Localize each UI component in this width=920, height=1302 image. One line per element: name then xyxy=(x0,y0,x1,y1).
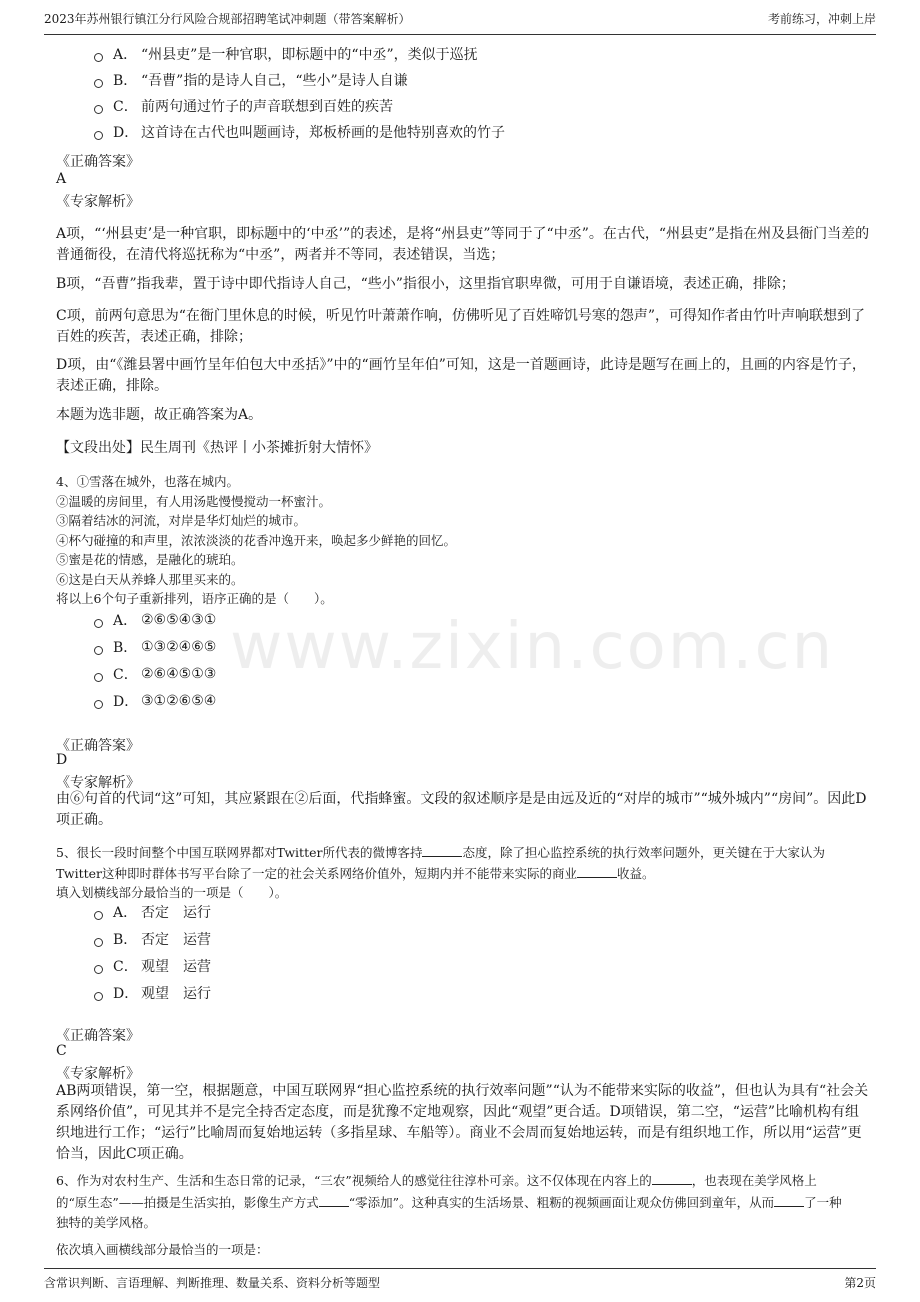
radio-icon[interactable] xyxy=(94,673,103,682)
q5-option-c[interactable]: C． 观望 运营 xyxy=(94,956,211,976)
radio-icon[interactable] xyxy=(94,131,103,140)
q5-option-a[interactable]: A． 否定 运行 xyxy=(94,902,211,922)
q4-option-c[interactable]: C． ②⑥④⑤①③ xyxy=(94,664,216,684)
q4-option-a[interactable]: A． ②⑥⑤④③① xyxy=(94,610,216,630)
q3-option-c[interactable]: C． 前两句通过竹子的声音联想到百姓的疾苦 xyxy=(94,96,393,116)
blank-1[interactable] xyxy=(422,842,462,857)
radio-icon[interactable] xyxy=(94,911,103,920)
q6-stem: 6、作为对农村生产、生活和生态日常的记录，“三农”视频给人的感觉往往淳朴可亲。这不仅体现在内容上的 ，也表现在美学风格上 的“原生态”——拍摄是生活实拍，影像生产方式 “零添加”。这种真实的生活场景、粗粝的视频画面让观众仿佛回到童年，从而 了一种 独特的美学风格。 xyxy=(56,1170,872,1234)
q3-analysis-c: C项，前两句意思为“在衙门里休息的时候，听见竹叶萧萧作响，仿佛听见了百姓啼饥号寒的怨声”，可得知作者由竹叶声响联想到了百姓的疾苦，表述正确，排除； xyxy=(56,308,866,345)
radio-icon[interactable] xyxy=(94,105,103,114)
page-footer xyxy=(44,1268,876,1291)
q3-answer: A xyxy=(56,171,67,187)
q5-answer-label: 《正确答案》 xyxy=(56,1028,140,1044)
q5-answer: C xyxy=(56,1043,67,1059)
q4-answer-label: 《正确答案》 xyxy=(56,738,140,754)
radio-icon[interactable] xyxy=(94,700,103,709)
q3-analysis-a: A项，“‘州县吏’是一种官职，即标题中的‘中丞’”的表述，是将“州县吏”等同于了“中丞”。在古代，“州县吏”是指在州及县衙门当差的普通衙役，在清代将巡抚称为“中丞”，两者并不等同，表述错误，当选； xyxy=(56,226,870,263)
header-slogan: 考前练习，冲刺上岸 xyxy=(767,12,876,26)
radio-icon[interactable] xyxy=(94,619,103,628)
q6-prompt: 依次填入画横线部分最恰当的一项是： xyxy=(56,1242,269,1257)
page-number: 第2页 xyxy=(844,1276,876,1290)
radio-icon[interactable] xyxy=(94,646,103,655)
q3-analysis-d: D项，由“《潍县署中画竹呈年伯包大中丞括》”中的“画竹呈年伯”可知，这是一首题画诗，此诗是题写在画上的，且画的内容是竹子，表述正确，排除。 xyxy=(56,357,866,394)
q3-source: 【文段出处】民生周刊《热评丨小茶摊折射大情怀》 xyxy=(56,440,378,456)
q5-option-b[interactable]: B． 否定 运营 xyxy=(94,929,211,949)
q3-answer-label: 《正确答案》 xyxy=(56,154,140,170)
blank-2[interactable] xyxy=(319,1192,349,1207)
q3-analysis-label: 《专家解析》 xyxy=(56,194,140,210)
q5-option-d[interactable]: D． 观望 运行 xyxy=(94,983,211,1003)
blank-3[interactable] xyxy=(774,1192,804,1207)
q4-option-d[interactable]: D． ③①②⑥⑤④ xyxy=(94,691,216,711)
footer-note: 含常识判断、言语理解、判断推理、数量关系、资料分析等题型 xyxy=(44,1276,381,1290)
blank-1[interactable] xyxy=(652,1170,692,1185)
radio-icon[interactable] xyxy=(94,938,103,947)
q3-analysis-b: B项，“吾曹”指我辈，置于诗中即代指诗人自己，“些小”指很小，这里指官职卑微，可用于自谦语境，表述正确，排除； xyxy=(56,276,795,292)
q3-option-d[interactable]: D． 这首诗在古代也叫题画诗，郑板桥画的是他特别喜欢的竹子 xyxy=(94,122,505,142)
q3-option-b[interactable]: B． “吾曹”指的是诗人自己，“些小”是诗人自谦 xyxy=(94,70,408,90)
q5-analysis: AB两项错误，第一空，根据题意，中国互联网界“担心监控系统的执行效率问题”“认为不能带来实际的收益”，但也认为具有“社会关系网络价值”，可见其并不是完全持否定态度，而是犹豫不定地观察，因此“观望”更合适。D项错误，第二空，“运营”比喻机构有组织地进行工作；“运行”比喻周而复始地运转（多指星球、车船等）。商业不会周而复始地运转，而是有组织地工作，所以用“运营”更恰当，因此C项正确。 xyxy=(56,1083,869,1162)
radio-icon[interactable] xyxy=(94,992,103,1001)
watermark: www.zixin.com.cn xyxy=(230,610,835,684)
page-header xyxy=(44,10,876,35)
header-title: 2023年苏州银行镇江分行风险合规部招聘笔试冲刺题（带答案解析） xyxy=(44,12,411,26)
q3-option-a[interactable]: A． “州县吏”是一种官职，即标题中的“中丞”，类似于巡抚 xyxy=(94,44,478,64)
q4-stem: 4、①雪落在城外，也落在城内。 ②温暖的房间里，有人用汤匙慢慢搅动一杯蜜汁。 ③隔着结冰的河流，对岸是华灯灿烂的城市。 ④杯勺碰撞的和声里，浓浓淡淡的花香冲逸开来，唤起多少鲜艳的回忆。 ⑤蜜是花的情感，是融化的琥珀。 ⑥这是白天从养蜂人那里买来的。 将以上6个句子重新排列，语序正确的是（ ）。 xyxy=(56,474,457,606)
q4-analysis-label: 《专家解析》 xyxy=(56,775,140,791)
radio-icon[interactable] xyxy=(94,79,103,88)
blank-2[interactable] xyxy=(577,863,617,878)
q5-analysis-label: 《专家解析》 xyxy=(56,1066,140,1082)
q3-conclusion: 本题为选非题，故正确答案为A。 xyxy=(56,407,263,423)
q4-answer: D xyxy=(56,752,68,768)
q5-stem: 5、很长一段时间整个中国互联网界都对Twitter所代表的微博客持 态度，除了担心监控系统的执行效率问题外，更关键在于大家认为 Twitter这种即时群体书写平台除了一定的社会关系网络价值外，短期内并不能带来实际的商业 收益。 填入划横线部分最恰当的一项是（ ）。 xyxy=(56,842,872,903)
radio-icon[interactable] xyxy=(94,53,103,62)
radio-icon[interactable] xyxy=(94,965,103,974)
q4-analysis: 由⑥句首的代词“这”可知，其应紧跟在②后面，代指蜂蜜。文段的叙述顺序是是由远及近的“对岸的城市”“城外城内”“房间”。因此D项正确。 xyxy=(56,791,867,828)
q4-option-b[interactable]: B． ①③②④⑥⑤ xyxy=(94,637,216,657)
